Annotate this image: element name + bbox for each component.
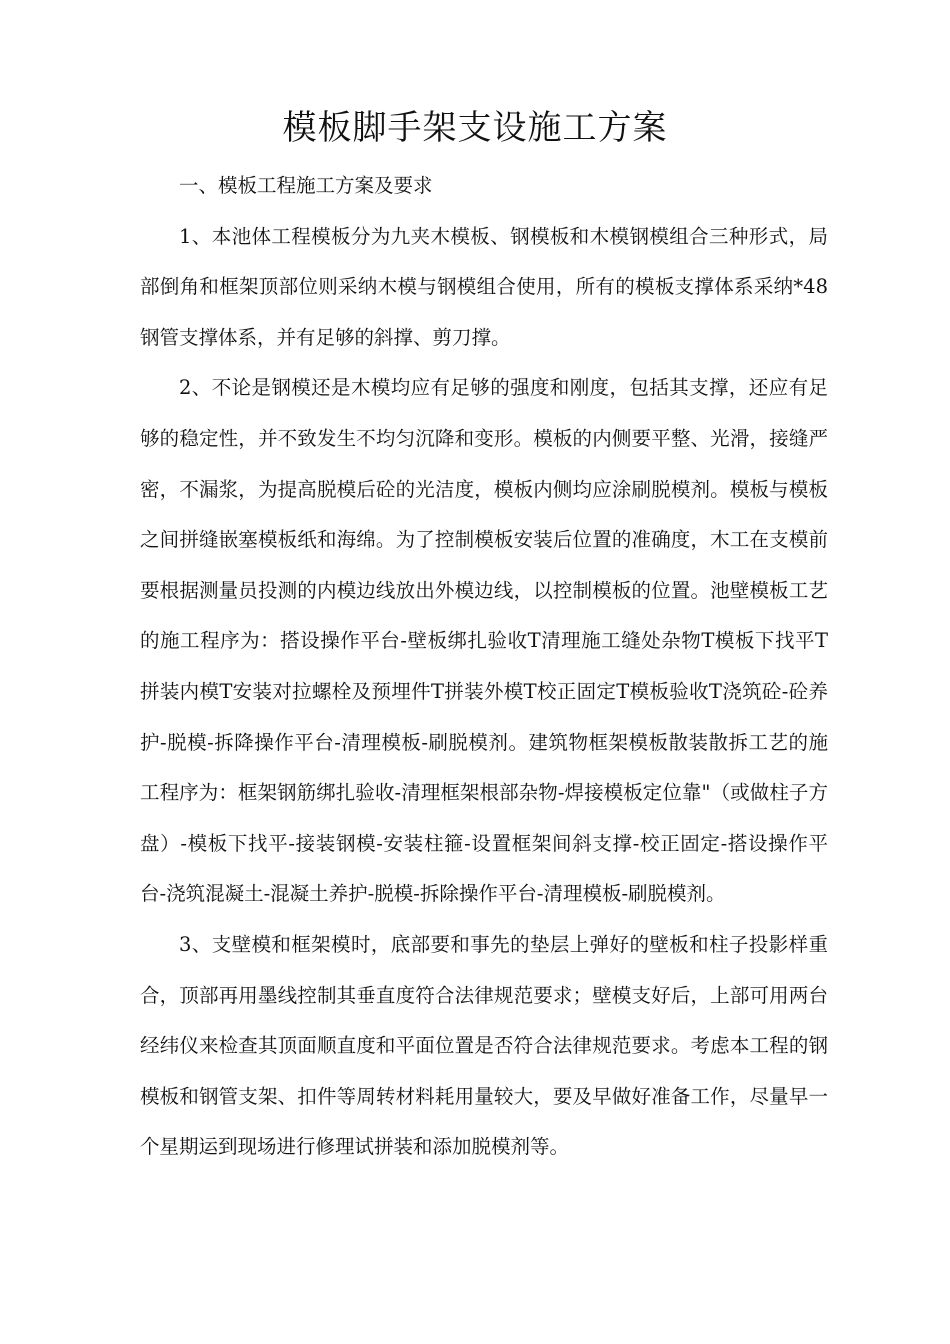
paragraph-1: 1、本池体工程模板分为九夹木模板、钢模板和木模钢模组合三种形式，局部倒角和框架顶部位则采纳木模与钢模组合使用，所有的模板支撑体系采纳*48钢管支撑体系，并有足够的斜撑、剪刀撑。	[140, 224, 828, 349]
section-heading: 一、模板工程施工方案及要求	[179, 174, 433, 197]
paragraph-3: 3、支壁模和框架模时，底部要和事先的垫层上弹好的壁板和柱子投影样重合，顶部再用墨线控制其垂直度符合法律规范要求；壁模支好后，上部可用两台经纬仪来检查其顶面顺直度和平面位置是否符合法律规范要求。考虑本工程的钢模板和钢管支架、扣件等周转材料耗用量较大，要及早做好准备工作，尽量早一个星期运到现场进行修理试拼装和添加脱模剂等。	[140, 932, 828, 1159]
document-title: 模板脚手架支设施工方案	[282, 108, 668, 148]
paragraph-2: 2、不论是钢模还是木模均应有足够的强度和刚度，包括其支撑，还应有足够的稳定性，并不致发生不均匀沉降和变形。模板的内侧要平整、光滑，接缝严密，不漏浆，为提高脱模后砼的光洁度，模板内侧均应涂刷脱模剂。模板与模板之间拼缝嵌塞模板纸和海绵。为了控制模板安装后位置的准确度，木工在支模前要根据测量员投测的内模边线放出外模边线，以控制模板的位置。池壁模板工艺的施工程序为：搭设操作平台-壁板绑扎验收T清理施工缝处杂物T模板下找平T拼装内模T安装对拉螺栓及预埋件T拼装外模T校正固定T模板验收T浇筑砼-砼养护-脱模-拆降操作平台-清理模板-刷脱模剂。建筑物框架模板散装散拆工艺的施工程序为：框架钢筋绑扎验收-清理框架根部杂物-焊接模板定位靠"（或做柱子方盘）-模板下找平-接装钢模-安装柱箍-设置框架间斜支撑-校正固定-搭设操作平台-浇筑混凝土-混凝土养护-脱模-拆除操作平台-清理模板-刷脱模剂。	[140, 376, 828, 906]
document-body	[140, 161, 828, 1173]
